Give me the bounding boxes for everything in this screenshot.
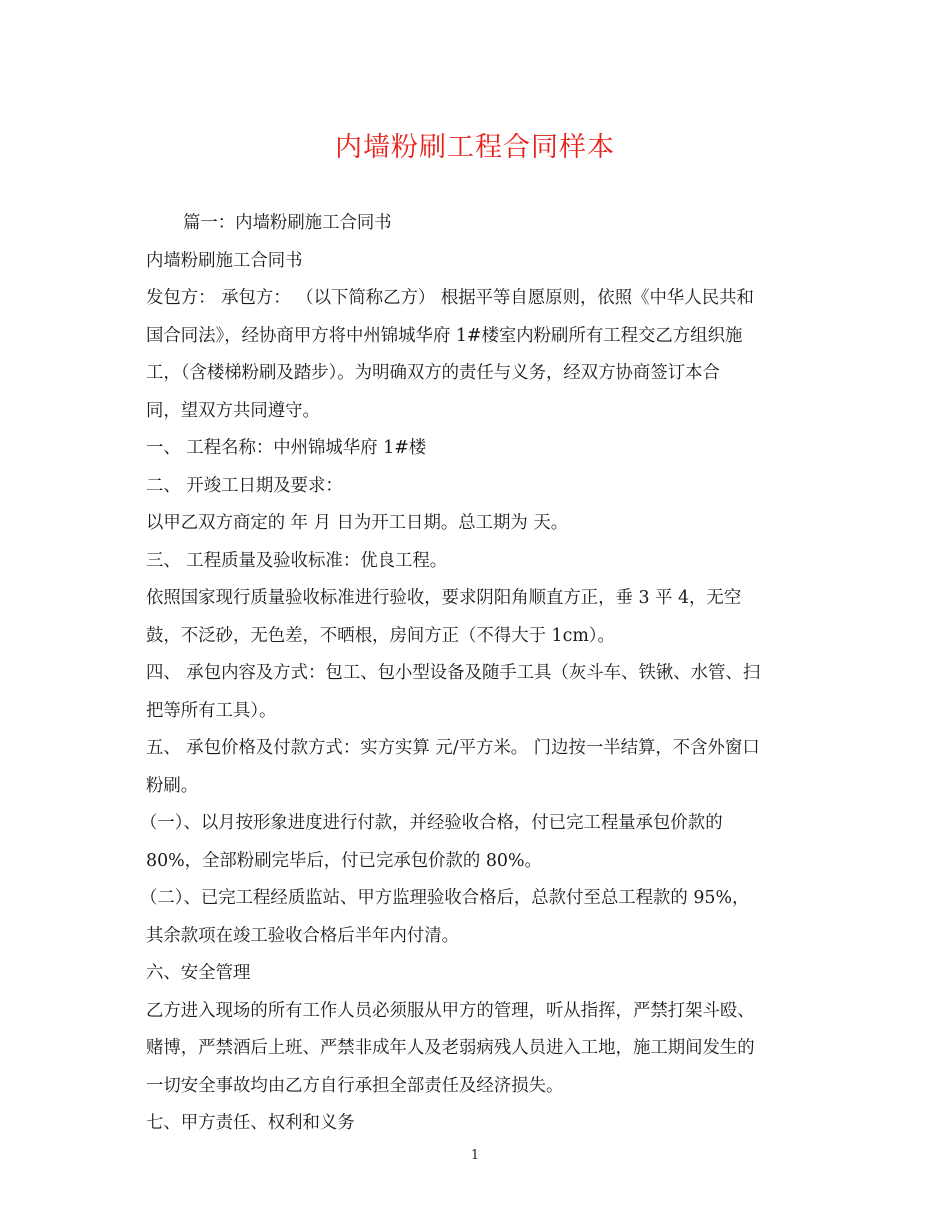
paragraph-line: 一切安全事故均由乙方自行承担全部责任及经济损失。	[146, 1075, 564, 1096]
clause-heading: 七、甲方责任、权利和义务	[146, 1113, 355, 1133]
sub-clause-line: （二）、已完工程经质监站、甲方监理验收合格后，总款付至总工程款的 95%，	[140, 888, 750, 908]
paragraph-line: 同，望双方共同遵守。	[146, 400, 320, 421]
paragraph-line: 把等所有工具）。	[146, 700, 277, 721]
clause-heading: 三、 工程质量及验收标准：优良工程。	[146, 550, 448, 571]
clause-heading: 四、 承包内容及方式：包工、包小型设备及随手工具（灰斗车、铁锹、水管、扫	[146, 663, 761, 683]
document-body	[140, 205, 812, 1143]
paragraph-line: 粉刷。	[146, 775, 199, 796]
paragraph-line: 国合同法》，经协商甲方将中州锦城华府 1#楼室内粉刷所有工程交乙方组织施	[146, 325, 743, 346]
document-title: 内墙粉刷工程合同样本	[335, 132, 615, 163]
page-number: 1	[470, 1148, 480, 1163]
clause-heading: 二、 开竣工日期及要求：	[146, 475, 343, 496]
paragraph-line: 鼓，不泛砂，无色差，不晒根，房间方正（不得大于 1cm）。	[146, 625, 615, 646]
paragraph-line: 发包方： 承包方： （以下简称乙方） 根据平等自愿原则，依照《中华人民共和	[146, 288, 754, 308]
paragraph-line: 乙方进入现场的所有工作人员必须服从甲方的管理，听从指挥，严禁打架斗殴、	[146, 1000, 755, 1021]
paragraph-line: 依照国家现行质量验收标准进行验收，要求阴阳角顺直方正，垂 3 平 4，无空	[146, 588, 742, 608]
paragraph-line: 赌博，严禁酒后上班、严禁非成年人及老弱病残人员进入工地，施工期间发生的	[146, 1038, 755, 1058]
paragraph-line: 其余款项在竣工验收合格后半年内付清。	[146, 925, 460, 946]
paragraph-line: 以甲乙双方商定的 年 月 日为开工日期。总工期为 天。	[146, 513, 569, 533]
paragraph-line: 80%，全部粉刷完毕后，付已完承包价款的 80%。	[146, 850, 542, 871]
section-heading: 篇一：内墙粉刷施工合同书	[183, 213, 392, 233]
clause-heading: 一、 工程名称：中州锦城华府 1#楼	[146, 438, 427, 458]
paragraph-line: 工，（含楼梯粉刷及踏步）。为明确双方的责任与义务，经双方协商签订本合	[146, 363, 720, 383]
sub-clause-line: （一）、以月按形象进度进行付款，并经验收合格，付已完工程量承包价款的	[140, 813, 723, 833]
clause-heading: 六、安全管理	[146, 963, 251, 983]
clause-heading: 五、 承包价格及付款方式：实方实算 元/平方米。 门边按一半结算，不含外窗口	[146, 738, 760, 758]
contract-title: 内墙粉刷施工合同书	[146, 250, 303, 271]
